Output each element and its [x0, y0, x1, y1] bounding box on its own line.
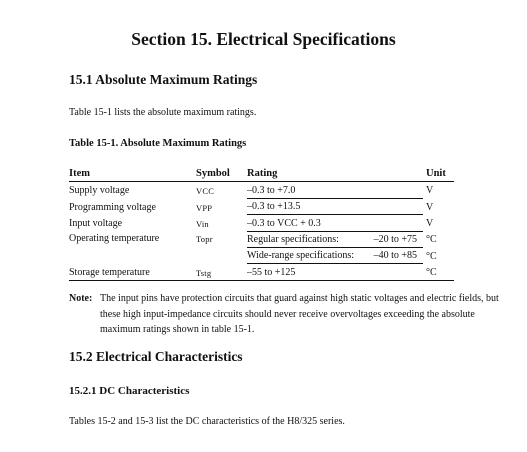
cell-rating: –0.3 to +7.0	[247, 182, 423, 198]
cell-unit: °C	[426, 234, 437, 246]
table-row	[69, 198, 454, 214]
rating-regular-label: Regular specifications:	[247, 233, 339, 245]
table-caption: Table 15-1. Absolute Maximum Ratings	[69, 138, 247, 149]
cell-symbol: Vin	[196, 219, 209, 230]
cell-rating: –0.3 to +13.5	[247, 198, 423, 214]
cell-rating: –55 to +125	[247, 264, 423, 280]
cell-unit: V	[426, 201, 434, 213]
intro-text: Table 15-1 lists the absolute maximum ratings.	[69, 107, 257, 118]
cell-rating: –0.3 to VCC + 0.3	[247, 215, 423, 231]
cell-item: Supply voltage	[69, 185, 130, 197]
cell-item: Input voltage	[69, 218, 123, 230]
table-row	[69, 264, 454, 280]
cell-unit: °C	[426, 250, 437, 262]
cell-symbol: VPP	[196, 202, 213, 213]
header-symbol: Symbol	[196, 166, 247, 182]
rating-wide-label: Wide-range specifications:	[247, 250, 355, 262]
heading-15-1: 15.1 Absolute Maximum Ratings	[69, 72, 258, 87]
note-text: The input pins have protection circuits that guard against high static voltages and electric fields, but these high input-impedance circuits should never receive overvoltages exceeding the absolute maximum ratings shown in table 15-1.	[100, 293, 499, 335]
rating-regular-value: –20 to +75	[373, 233, 417, 245]
heading-15-2: 15.2 Electrical Characteristics	[69, 349, 243, 364]
table-row	[69, 215, 454, 231]
table-row	[69, 231, 454, 247]
cell-symbol: Topr	[196, 234, 213, 245]
section-title: Section 15. Electrical Specifications	[131, 29, 396, 49]
cell-item: Programming voltage	[69, 201, 156, 213]
cell-item: Operating temperature	[69, 233, 160, 245]
heading-15-2-1: 15.2.1 DC Characteristics	[69, 385, 190, 397]
cell-symbol: VCC	[196, 186, 215, 197]
header-rating: Rating	[247, 166, 423, 182]
cell-unit: V	[426, 218, 434, 230]
cell-rating-regular	[247, 231, 423, 247]
cell-unit: °C	[423, 264, 454, 280]
header-unit: Unit	[423, 166, 454, 182]
dc-characteristics-text: Tables 15-2 and 15-3 list the DC characteristics of the H8/325 series.	[69, 416, 345, 427]
note-label: Note:	[69, 293, 93, 304]
table-row	[69, 182, 454, 198]
note-block	[69, 291, 509, 338]
cell-item: Storage temperature	[69, 264, 196, 280]
cell-unit: V	[426, 185, 434, 197]
cell-rating-wide	[247, 247, 423, 263]
header-item: Item	[69, 166, 196, 182]
table-header-row	[69, 166, 454, 182]
cell-symbol: Tstg	[196, 264, 247, 280]
absolute-max-ratings-table	[69, 166, 454, 281]
rating-wide-value: –40 to +85	[373, 250, 417, 262]
